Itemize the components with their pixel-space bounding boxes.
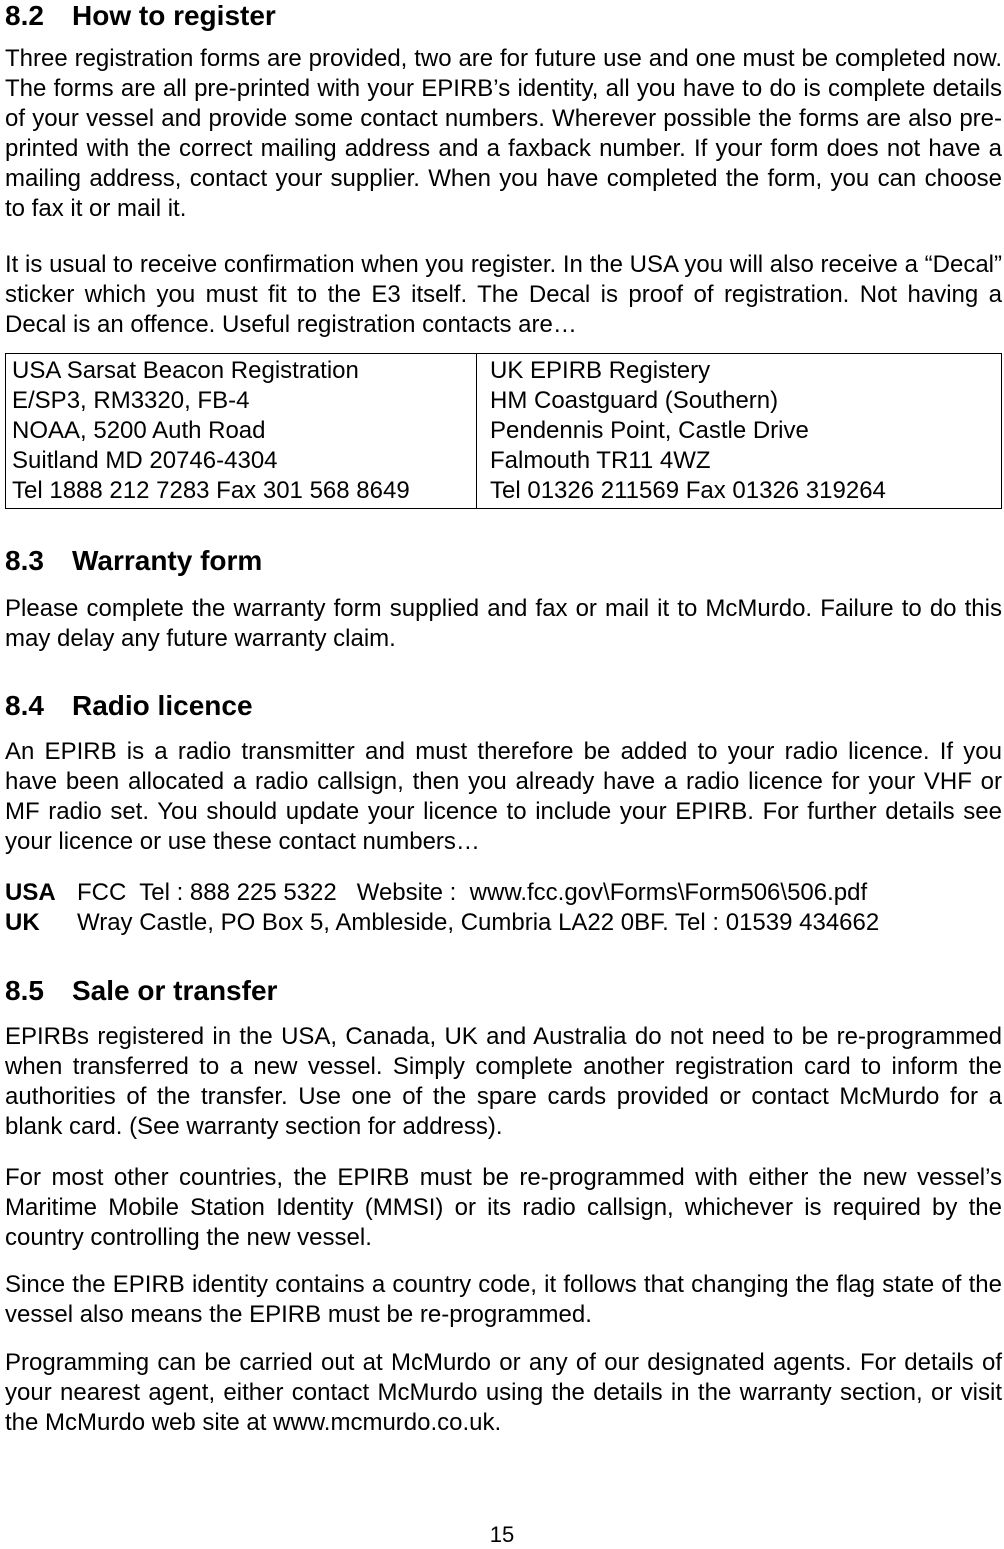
section-title: How to register xyxy=(72,0,276,31)
paragraph: An EPIRB is a radio transmitter and must therefore be added to your radio licence. If you have been allocated a radio callsign, then you already have a radio licence for your VHF or MF radio set. You should update your licence to include your EPIRB. For further details see your licence or use these contact numbers… xyxy=(5,738,1002,855)
usa-licence-contact xyxy=(5,878,1002,908)
section-title: Warranty form xyxy=(72,545,263,576)
country-label: UK xyxy=(5,909,40,936)
registration-contacts-table xyxy=(5,353,1002,509)
section-heading-8-3 xyxy=(5,545,1002,577)
uk-contact-cell xyxy=(477,354,886,508)
licence-contact-text: FCC Tel : 888 225 5322 Website : www.fcc.gov\Forms\Form506\506.pdf xyxy=(77,879,868,906)
contact-line: Pendennis Point, Castle Drive xyxy=(490,417,809,444)
usa-contact-cell xyxy=(6,354,477,508)
page-number: 15 xyxy=(489,1522,515,1547)
section-number: 8.5 xyxy=(5,975,44,1006)
contact-line: E/SP3, RM3320, FB-4 xyxy=(12,387,250,414)
contact-line: NOAA, 5200 Auth Road xyxy=(12,417,266,444)
section-title: Sale or transfer xyxy=(72,975,278,1006)
section-title: Radio licence xyxy=(72,690,253,721)
licence-contact-text: Wray Castle, PO Box 5, Ambleside, Cumbria LA22 0BF. Tel : 01539 434662 xyxy=(77,909,880,936)
paragraph: Three registration forms are provided, two are for future use and one must be completed now. The forms are all pre-printed with your EPIRB’s identity, all you have to do is complete details of your vessel and provide some contact numbers. Wherever possible the forms are also pre-printed with the correct mailing address and a faxback number. If your form does not have a mailing address, contact your supplier. When you have completed the form, you can choose to fax it or mail it. xyxy=(5,45,1002,222)
paragraph: For most other countries, the EPIRB must be re-programmed with either the new vessel’s Maritime Mobile Station Identity (MMSI) or its radio callsign, whichever is required by the country controlling the new vessel. xyxy=(5,1164,1002,1251)
uk-licence-contact xyxy=(5,908,1002,938)
contact-line: USA Sarsat Beacon Registration xyxy=(12,357,359,384)
section-number: 8.4 xyxy=(5,690,44,721)
contact-line: Tel 1888 212 7283 Fax 301 568 8649 xyxy=(12,477,410,504)
paragraph: Programming can be carried out at McMurdo or any of our designated agents. For details of your nearest agent, either contact McMurdo using the details in the warranty section, or visit the McMurdo web site at www.mcmurdo.co.uk. xyxy=(5,1349,1002,1436)
paragraph: EPIRBs registered in the USA, Canada, UK and Australia do not need to be re-programmed when transferred to a new vessel. Simply complete another registration card to inform the authorities of the transfer. Use one of the spare cards provided or contact McMurdo for a blank card. (See warranty section for address). xyxy=(5,1023,1002,1140)
paragraph: It is usual to receive confirmation when you register. In the USA you will also receive a “Decal” sticker which you must fit to the E3 itself. The Decal is proof of registration. Not having a Decal is an offence. Useful registration contacts are… xyxy=(5,251,1002,338)
section-heading-8-4 xyxy=(5,690,1002,722)
section-heading-8-5 xyxy=(5,975,1002,1007)
section-heading-8-2 xyxy=(5,0,1002,32)
contact-line: Tel 01326 211569 Fax 01326 319264 xyxy=(490,477,886,504)
paragraph: Since the EPIRB identity contains a country code, it follows that changing the flag state of the vessel also means the EPIRB must be re-programmed. xyxy=(5,1271,1002,1328)
contact-line: UK EPIRB Registery xyxy=(490,357,711,384)
paragraph: Please complete the warranty form supplied and fax or mail it to McMurdo. Failure to do this may delay any future warranty claim. xyxy=(5,595,1002,652)
section-number: 8.2 xyxy=(5,0,44,31)
contact-line: HM Coastguard (Southern) xyxy=(490,387,779,414)
contact-line: Suitland MD 20746-4304 xyxy=(12,447,278,474)
country-label: USA xyxy=(5,879,56,906)
contact-line: Falmouth TR11 4WZ xyxy=(490,447,711,474)
section-number: 8.3 xyxy=(5,545,44,576)
